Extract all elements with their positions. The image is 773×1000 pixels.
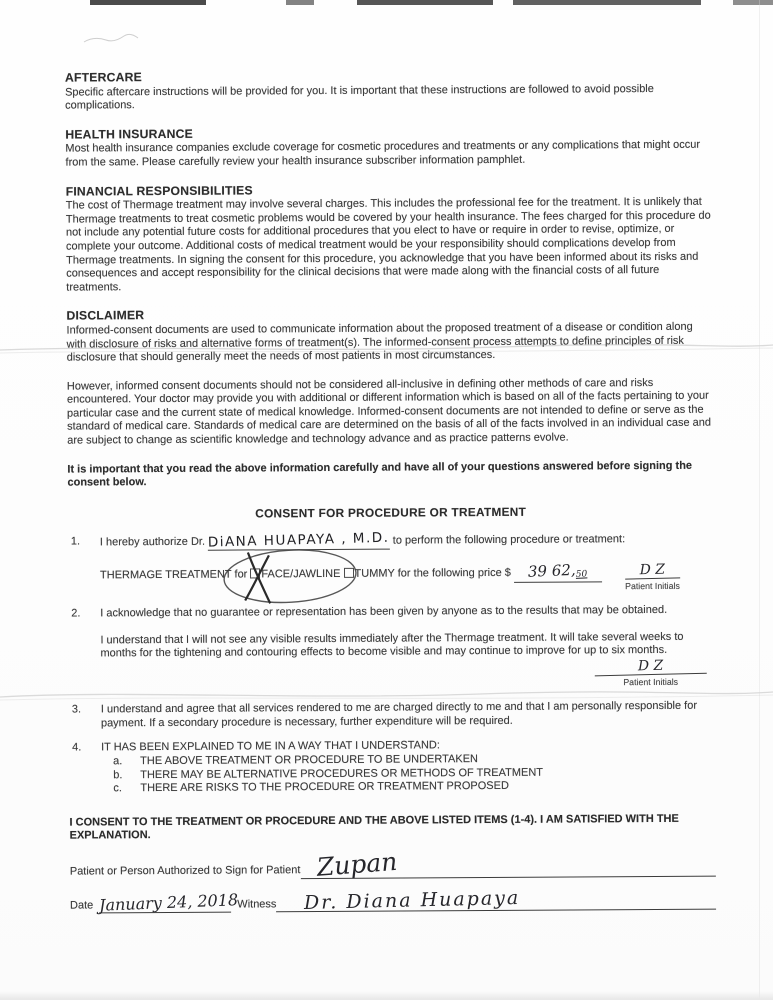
item2-paragraph-2: I understand that I will not see any visible results immediately after the Thermage treatment. It will take several weeks to months for the tightening and contouring effects to become visible and may continue to improve for up to six months.	[100, 630, 684, 660]
patient-sign-label: Patient or Person Authorized to Sign for Patient	[69, 864, 301, 878]
scan-artifact	[733, 0, 773, 5]
section-body: Specific aftercare instructions will be provided for you. It is important that these instructions are followed to avoid possible complications.	[65, 82, 654, 112]
page-edge-shadow	[0, 991, 773, 1000]
subitem-letter: a.	[113, 755, 123, 768]
price-field[interactable]	[514, 560, 602, 582]
subitem-text: THERE MAY BE ALTERNATIVE PROCEDURES OR METHODS OF TREATMENT	[140, 766, 544, 781]
scan-artifact	[90, 0, 206, 5]
price-handwriting: 39 62,50	[527, 560, 588, 581]
patient-signature-handwriting: Zupan	[315, 846, 398, 882]
patient-signature-row	[69, 846, 716, 882]
patient-initials-label: Patient Initials	[625, 580, 680, 591]
consent-statement: I CONSENT TO THE TREATMENT OR PROCEDURE AND THE ABOVE LISTED ITEMS (1-4). I AM SATISFIED WITH THE EXPLANATION.	[69, 812, 679, 842]
item1-procedure-line	[99, 560, 714, 597]
date-label: Date	[70, 898, 94, 912]
section-heading: DISCLAIMER	[66, 308, 145, 323]
item2-paragraph-1: I acknowledge that no guarantee or representation has been given by anyone as to the results that may be obtained.	[100, 604, 668, 620]
patient-initials-label: Patient Initials	[623, 676, 679, 687]
patient-initials-handwriting: D Z	[594, 659, 706, 676]
doctor-name-handwriting: DiANA HUAPAYA , M.D.	[207, 530, 390, 552]
consent-item-2	[68, 604, 715, 693]
item4-subitem-c	[69, 779, 715, 797]
form-content	[65, 68, 716, 914]
date-field[interactable]	[98, 889, 239, 915]
witness-signature-field[interactable]	[276, 886, 716, 914]
date-witness-row	[70, 886, 716, 915]
checkbox-tummy[interactable]	[343, 568, 353, 578]
page-edge-shadow	[759, 0, 761, 1000]
section-health-insurance	[65, 124, 711, 170]
checkbox-face-jawline[interactable]	[250, 568, 260, 578]
item-number: 3.	[71, 703, 82, 716]
section-body: Most health insurance companies exclude coverage for cosmetic procedures and treatments or any complications that might occur from the same. Please carefully review your health insurance subscriber information pamphlet.	[65, 139, 701, 169]
patient-initials-field-2[interactable]	[595, 657, 707, 690]
scan-artifact	[286, 0, 314, 5]
section-aftercare	[65, 68, 711, 114]
consent-item-3	[69, 700, 715, 731]
section-body: Informed-consent documents are used to communicate information about the proposed treatment of a disease or condition along with disclosure of risks and alternative forms of treatment(s). The informed-consent process attempts to define principles of risk disclosure that should generally meet the needs of most patients in most circumstances.	[66, 320, 693, 364]
paragraph-however: However, informed consent documents should not be considered all-inclusive in defining other methods of care and risks encountered. Your doctor may provide you with additional or different information which is based on all of the facts pertaining to your particular case and the current state of medical knowledge. Informed-consent documents are not intended to define or serve as the standard of medical care. Standards of medical care are determined on the basis of all of the facts involved in an individual case and are subject to change as scientific knowledge and technology advance and as practice patterns evolve.	[66, 376, 712, 447]
consent-section-title: CONSENT FOR PROCEDURE OR TREATMENT	[255, 504, 527, 521]
procedure-name: THERMAGE TREATMENT	[99, 568, 232, 582]
subitem-letter: b.	[113, 768, 123, 781]
patient-signature-field[interactable]	[300, 846, 716, 882]
paragraph-important: It is important that you read the above information carefully and have all of your questions answered before signing the consent below.	[67, 459, 693, 489]
pencil-squiggle	[0, 28, 773, 52]
item-number: 4.	[72, 741, 82, 754]
item1-post-text: to perform the following procedure or treatment:	[392, 533, 626, 548]
subitem-text: THE ABOVE TREATMENT OR PROCEDURE TO BE UNDERTAKEN	[140, 753, 479, 768]
item4-text: IT HAS BEEN EXPLAINED TO ME IN A WAY THAT I UNDERSTAND:	[101, 739, 440, 754]
patient-initials-handwriting: D Z	[625, 563, 680, 579]
price-cents: 50	[575, 569, 588, 580]
option-tummy-label: TUMMY	[354, 567, 395, 580]
witness-signature-handwriting: Dr. Diana Huapaya	[304, 886, 521, 914]
option-face-jawline-label: FACE/JAWLINE	[261, 567, 341, 581]
doctor-name-field[interactable]	[207, 530, 390, 552]
date-handwriting: January 24, 2018	[98, 889, 239, 915]
item1-pre-text: I hereby authorize Dr.	[99, 536, 206, 549]
face-jawline-option	[234, 568, 340, 582]
item-number: 1.	[70, 535, 81, 548]
item3-text: I understand and agree that all services rendered to me are charged directly to me and that I am personally responsible for payment. If a secondary procedure is necessary, further expenditure will be required.	[100, 699, 698, 730]
item-number: 2.	[71, 607, 81, 620]
section-disclaimer	[66, 306, 712, 365]
witness-label: Witness	[237, 897, 277, 911]
subitem-text: THERE ARE RISKS TO THE PROCEDURE OR TREATMENT PROPOSED	[140, 780, 509, 795]
consent-item-1	[68, 532, 714, 597]
for-word: for	[234, 568, 248, 581]
section-body: The cost of Thermage treatment may involve several charges. This includes the professional fee for the treatment. It is unlikely that Thermage treatments to treat cosmetic problems would be covered by your health insurance. The fees charged for this procedure do not include any potential future costs for additional procedures that you elect to have or require in order to revise, optimize, or complete your outcome. Additional costs of medical treatment would be your responsibility should complications develop from Thermage treatments. In signing the consent for this procedure, you acknowledge that you have been informed about its risks and consequences and accept responsibility for the clinical decisions that were made along with the financial costs of all future treatments.	[65, 195, 711, 294]
section-heading: AFTERCARE	[64, 70, 142, 85]
section-financial-responsibilities	[66, 181, 713, 295]
scan-artifact	[513, 0, 701, 5]
section-heading: FINANCIAL RESPONSIBILITIES	[65, 183, 253, 199]
section-heading: HEALTH INSURANCE	[65, 126, 193, 142]
price-pre-text: for the following price $	[397, 566, 511, 580]
scan-artifact	[357, 0, 493, 5]
patient-initials-field-1[interactable]	[625, 561, 680, 594]
subitem-letter: c.	[113, 782, 122, 795]
